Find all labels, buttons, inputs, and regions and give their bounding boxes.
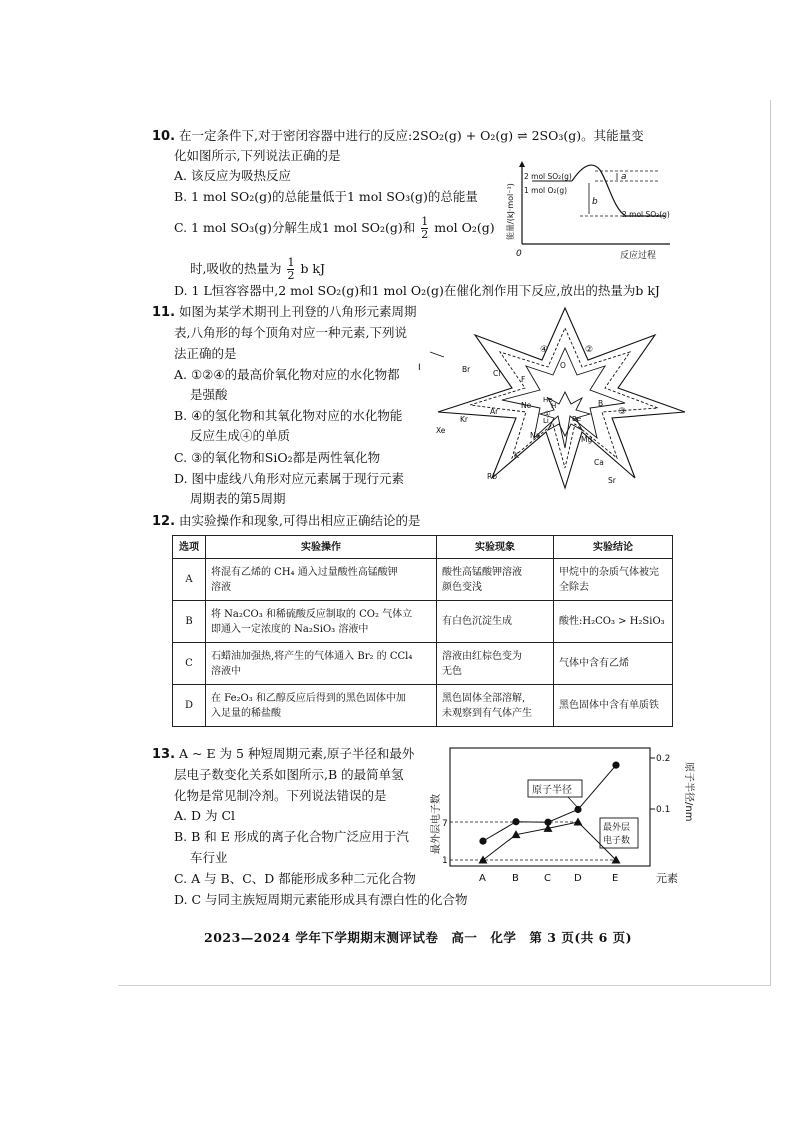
chart-ylabel-right: 原子半径/nm [683,762,694,822]
cell-conclusion [554,685,673,727]
cell-operation [206,643,437,685]
legend-radius-label: 原子半径 [532,785,572,796]
q13-number: 13. [152,747,176,762]
product-label: 2 mol SO₃(g) [622,210,670,219]
el-Kr: Kr [460,415,469,424]
el-Cl: Cl [493,369,501,378]
q11-stem-line2: 表,八角形的每个顶角对应一种元素,下列说 [174,325,407,340]
origin-label: 0 [516,249,522,259]
page-edge-right [770,100,771,986]
x-tick-label-A: A [479,873,486,884]
cell-text: 无色 [442,665,462,677]
cell-operation [206,601,437,643]
electrons-point-A [479,856,488,864]
left-tick-label-1: 1 [442,856,448,866]
legend-electrons-label2: 电子数 [603,836,631,846]
cell-text: 溶液 [211,581,231,593]
page-edge-bottom [118,985,771,986]
q10-option-b: B. 1 mol SO₂(g)的总能量低于1 mol SO₃(g)的总能量 [174,189,478,204]
radius-point-B [512,818,519,825]
x-tick-label-E: E [612,873,619,884]
cell-phenomenon [437,685,554,727]
el-Ca: Ca [594,458,604,467]
q11-option-a-line1: A. ①②④的最高价氧化物对应的水化物都 [174,367,400,382]
q10-fraction2-den: 2 [287,269,295,282]
q13-stem-line1 [152,746,414,763]
cell-text: 未观察到有气体产生 [442,707,532,719]
legend-electrons-label1: 最外层 [603,823,631,833]
el-Na: Na [530,431,541,440]
el-Ne: Ne [521,401,532,410]
q10-fraction2-num: 1 [287,256,295,269]
el-He: He [543,396,553,404]
cell-text: 将 Na₂CO₃ 和稀硫酸反应制取的 CO₂ 气体立 [211,608,413,620]
cell-text: 溶液由红棕色变为 [442,650,522,662]
el-Mg: Mg [581,435,593,444]
q12-table-header [173,536,673,559]
cell-text: 黑色固体全部溶解, [442,692,526,704]
q13-option-a: A. D 为 Cl [174,808,236,823]
cell-text: 酸性高锰酸钾溶液 [442,566,522,578]
mark-2: ② [585,345,594,355]
radius-point-E [612,762,619,769]
cell-operation [206,559,437,601]
q13-option-c: C. A 与 B、C、D 都能形成多种二元化合物 [174,871,416,886]
q11-stem-line3: 法正确的是 [174,346,237,361]
q10-fraction2 [287,257,294,282]
q10-option-c-text: C. 1 mol SO₃(g)分解生成1 mol SO₂(g)和 [174,220,416,235]
el-Xe: Xe [436,426,446,435]
left-tick-label-7: 7 [442,819,448,829]
cell-text: 颜色变浅 [442,581,482,593]
radius-point-A [479,838,486,845]
cell-text: 气体中含有乙烯 [559,658,629,669]
x-tick-label-D: D [574,873,582,884]
cell-operation [206,685,437,727]
q11-stem-line1 [152,304,417,321]
q13-option-d: D. C 与同主族短周期元素能形成具有漂白性的化合物 [174,892,468,907]
q10-stem-text1: 在一定条件下,对于密闭容器中进行的反应:2SO₂(g) + O₂(g) ⇌ 2SO₃(g)。其能量变 [179,128,644,143]
cell-text: 甲烷中的杂质气体被完 [559,566,659,578]
cell-text: 黑色固体中含有单质铁 [559,700,659,711]
table-row [173,601,673,643]
q12-stem [152,513,421,530]
cell-text: 溶液中 [211,665,241,677]
q11-option-d-line1: D. 图中虚线八角形对应元素属于现行元素 [174,471,405,486]
page-footer: 2023—2024 学年下学期期末测评试卷 高一 化学 第 3 页(共 6 页) [204,930,633,945]
cell-phenomenon [437,643,554,685]
col-phenomenon: 实验现象 [437,536,554,559]
q11-stem-text1: 如图为某学术期刊上刊登的八角形元素周期 [179,304,417,319]
el-H: H [551,402,557,410]
dashed-octagram [470,328,658,468]
q13-chart [428,742,700,892]
el-B: B [598,399,604,408]
ylabel-energy: 能量/(kJ·mol⁻¹) [506,183,515,240]
mark-4: ④ [540,345,549,355]
q12-table [172,535,673,727]
react2-label: 1 mol O₂(g) [524,186,568,195]
q10-option-c-text2: mol O₂(g) [434,220,495,235]
cell-conclusion [554,601,673,643]
el-Ar: Ar [490,407,499,416]
el-Br: Br [462,365,471,374]
col-operation: 实验操作 [206,536,437,559]
cell-text: 即通入一定浓度的 Na₂SiO₃ 溶液中 [211,623,369,635]
el-Rb: Rb [487,472,497,481]
cell-option: B [173,601,206,643]
el-Li: Li [543,417,549,425]
q11-number: 11. [152,305,176,320]
q10-option-c-line2 [190,257,325,282]
el-I: I [418,363,421,373]
q11-option-b-line2: 反应生成④的单质 [190,428,291,443]
q11-option-a-line2: 是强酸 [190,387,228,402]
cell-text: 酸性:H₂CO₃ > H₂SiO₃ [559,616,665,627]
mark-3: ③ [618,407,627,417]
legend-radius-pointer [568,797,578,808]
energy-curve [572,165,665,216]
cell-phenomenon [437,559,554,601]
q11-option-d-line2: 周期表的第5周期 [190,491,286,506]
q11-option-b-line1: B. ④的氢化物和其氧化物对应的水化物能 [174,408,403,423]
cell-text: 入足量的稀盐酸 [211,707,281,719]
q10-option-a: A. 该反应为吸热反应 [174,168,291,183]
q10-option-c-text4: b kJ [300,261,326,276]
q10-fraction-num: 1 [421,215,429,228]
q13-stem-line2: 层电子数变化关系如图所示,B 的最简单氢 [174,767,404,782]
x-tick-label-C: C [544,873,551,884]
cell-conclusion [554,559,673,601]
cell-option: C [173,643,206,685]
energy-axis-y-arrow [519,161,525,167]
q10-fraction [421,216,428,241]
table-row [173,685,673,727]
cell-text: 全除去 [559,581,589,593]
el-O: O [560,361,566,370]
cell-text: 有白色沉淀生成 [442,616,512,627]
q13-option-b-line1: B. B 和 E 形成的离子化合物广泛应用于汽 [174,829,409,844]
table-row [173,643,673,685]
q13-stem-line3: 化物是常见制冷剂。下列说法错误的是 [174,788,387,803]
chart-ylabel-left: 最外层电子数 [431,794,442,854]
a-label: a [621,172,627,182]
q10-stem-line2: 化如图所示,下列说法正确的是 [174,148,341,163]
cell-phenomenon [437,601,554,643]
cell-option: A [173,559,206,601]
el-Sr: Sr [608,476,616,485]
cell-text: 将混有乙烯的 CH₄ 通入过量酸性高锰酸钾 [211,566,398,578]
electrons-point-D [574,818,583,826]
q13-stem-text1: A ~ E 为 5 种短周期元素,原子半径和最外 [179,746,415,761]
right-tick-label-0.1: 0.1 [656,805,671,815]
q11-octagram-periodic-table [418,300,695,490]
q13-option-b-line2: 车行业 [190,850,228,865]
cell-text: 石蜡油加强热,将产生的气体通入 Br₂ 的 CCl₄ [211,650,413,662]
mark-1: ① [544,410,551,418]
el-Be: Be [572,415,582,423]
react1-label: 2 mol SO₂(g) [524,172,572,181]
q11-option-c: C. ③的氧化物和SiO₂都是两性氧化物 [174,450,381,465]
col-option: 选项 [173,536,206,559]
cell-text: 在 Fe₂O₃ 和乙醇反应后得到的黑色固体中加 [211,692,406,704]
cell-option: D [173,685,206,727]
right-tick-label-0.2: 0.2 [656,754,671,764]
q12-stem-text: 由实验操作和现象,可得出相应正确结论的是 [179,513,421,528]
q10-fraction-den: 2 [421,228,429,241]
chart-xlabel: 元素 [656,872,678,885]
b-label: b [592,197,598,207]
cell-conclusion [554,643,673,685]
table-row [173,559,673,601]
q11-pointer-line [430,352,444,357]
xlabel-reaction: 反应过程 [620,251,657,261]
col-conclusion: 实验结论 [554,536,673,559]
q12-number: 12. [152,514,176,529]
el-K: K [514,451,519,460]
el-F: F [521,375,526,384]
q10-option-c-text3: 时,吸收的热量为 [190,261,282,276]
x-tick-label-B: B [512,873,519,884]
q10-energy-diagram [500,160,680,265]
q10-stem-line1 [152,128,644,145]
radius-point-D [574,806,581,813]
q10-option-c-line1 [174,216,495,241]
q10-option-d: D. 1 L恒容容器中,2 mol SO₂(g)和1 mol O₂(g)在催化剂作用下反应,放出的热量为b kJ [174,283,660,298]
q10-number: 10. [152,129,176,144]
